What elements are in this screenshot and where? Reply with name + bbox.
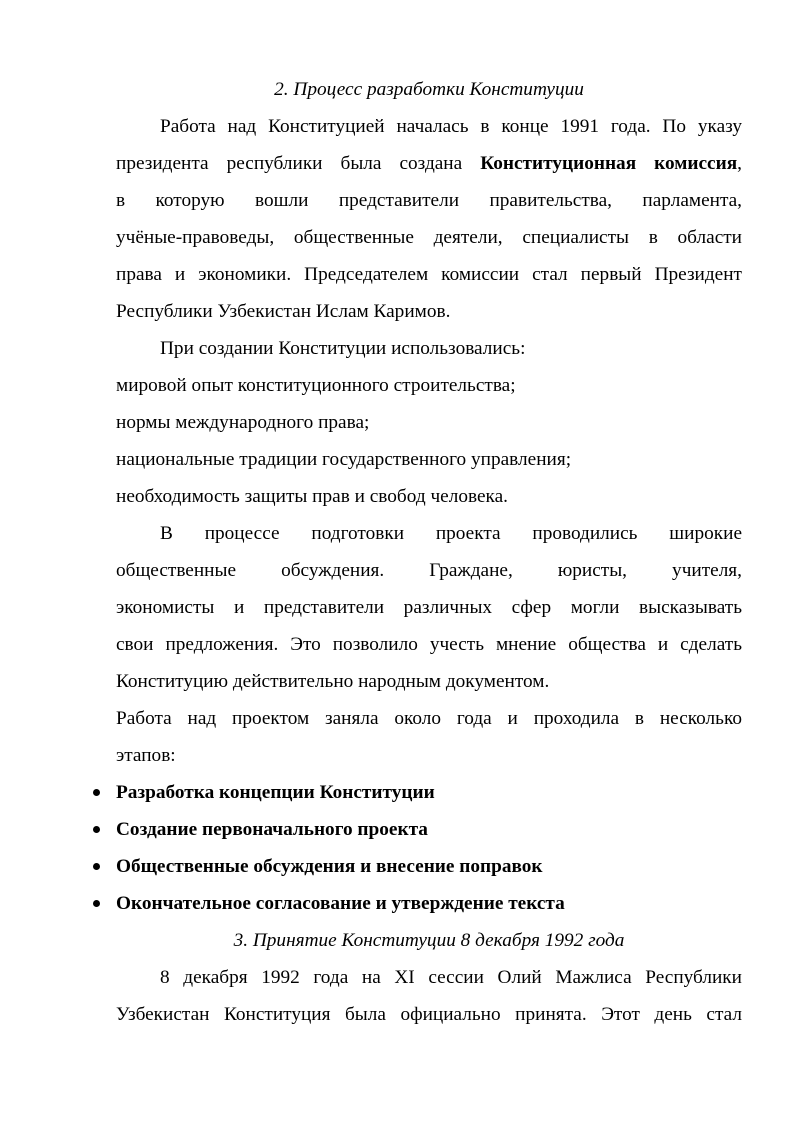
stages-list xyxy=(116,774,742,922)
list-item: нормы международного права; xyxy=(116,412,370,433)
paragraph-adoption xyxy=(116,959,742,1033)
text-line: Узбекистан Конституция была официально принята. Этот день стал xyxy=(116,1004,742,1025)
text-line: этапов: xyxy=(116,745,176,766)
paragraph-discussion xyxy=(116,515,742,700)
stage-item xyxy=(116,848,742,885)
text-line: свои предложения. Это позволило учесть мнение общества и сделать xyxy=(116,634,742,655)
list-item: мировой опыт конституционного строительства; xyxy=(116,375,516,396)
section-3-heading: 3. Принятие Конституции 8 декабря 1992 года xyxy=(233,930,625,951)
text-line: Конституцию действительно народным документом. xyxy=(116,671,550,692)
bullet-icon xyxy=(93,900,100,907)
bullet-icon xyxy=(93,826,100,833)
section-2-heading: 2. Процесс разработки Конституции xyxy=(274,79,584,100)
text-line: В процессе подготовки проекта проводились широкие xyxy=(160,523,742,544)
paragraph-sources xyxy=(116,330,742,515)
list-item: национальные традиции государственного управления; xyxy=(116,449,572,470)
text-span: , xyxy=(737,153,742,174)
text-line: права и экономики. Председателем комиссии стал первый Президент xyxy=(116,264,742,285)
stage-item xyxy=(116,811,742,848)
stage-item xyxy=(116,774,742,811)
bullet-icon xyxy=(93,789,100,796)
text-line: в которую вошли представители правительства, парламента, xyxy=(116,190,742,211)
stage-label: Окончательное согласование и утверждение текста xyxy=(116,893,565,914)
bold-term: Конституционная комиссия xyxy=(480,153,738,174)
paragraph-commission xyxy=(116,108,742,330)
text-line: Работа над проектом заняла около года и проходила в несколько xyxy=(116,708,742,729)
bullet-icon xyxy=(93,863,100,870)
text-span: президента республики была создана xyxy=(116,153,481,174)
list-item: необходимость защиты прав и свобод человека. xyxy=(116,486,508,507)
text-line: При создании Конституции использовались: xyxy=(160,338,526,359)
stage-label: Общественные обсуждения и внесение поправок xyxy=(116,856,543,877)
paragraph-stages-intro xyxy=(116,700,742,774)
text-line: учёные-правоведы, общественные деятели, специалисты в области xyxy=(116,227,742,248)
text-line xyxy=(116,145,742,182)
text-line: 8 декабря 1992 года на XI сессии Олий Мажлиса Республики xyxy=(160,967,742,988)
text-line: общественные обсуждения. Граждане, юристы, учителя, xyxy=(116,560,742,581)
text-line: Республики Узбекистан Ислам Каримов. xyxy=(116,301,451,322)
stage-label: Разработка концепции Конституции xyxy=(116,782,435,803)
text-line: экономисты и представители различных сфер могли высказывать xyxy=(116,597,742,618)
stage-label: Создание первоначального проекта xyxy=(116,819,428,840)
text-line: Работа над Конституцией началась в конце 1991 года. По указу xyxy=(160,116,742,137)
stage-item xyxy=(116,885,742,922)
